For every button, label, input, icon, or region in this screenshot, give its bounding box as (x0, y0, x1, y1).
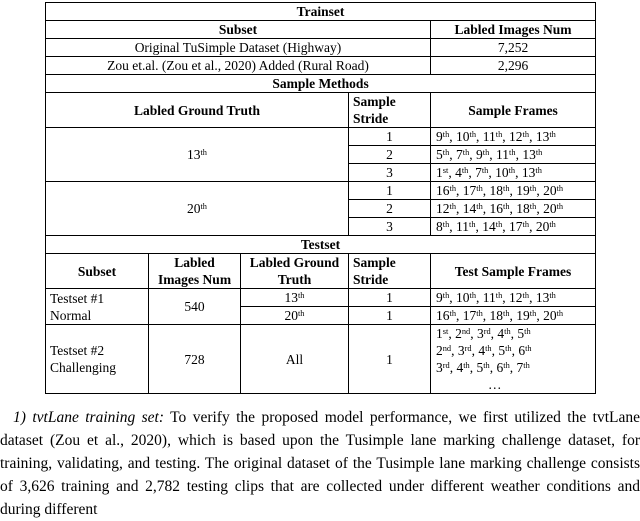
frames-cell (431, 325, 596, 394)
testset-col-stride: Sample Stride (349, 254, 431, 289)
stride-cell: 3 (349, 218, 431, 236)
trainset-subset-cell: Zou et.al. (Zou et al., 2020) Added (Rural Road) (46, 57, 431, 75)
stride-cell: 1 (349, 289, 431, 307)
frames-cell: 8th, 11th, 14th, 17th, 20th (431, 218, 596, 236)
gt-cell: 13th (46, 128, 349, 182)
gt-cell: All (241, 325, 349, 394)
testset-section-title: Testset (46, 236, 596, 254)
body-paragraph (0, 406, 640, 521)
gt-cell: 20th (241, 307, 349, 325)
sample-methods-col-frames: Sample Frames (431, 93, 596, 128)
trainset-row (46, 57, 596, 75)
testset-col-num: Labled Images Num (149, 254, 241, 289)
trainset-row (46, 39, 596, 57)
frames-line: 2nd, 3rd, 4th, 5th, 6th (436, 343, 532, 358)
testset-col-frames: Test Sample Frames (431, 254, 596, 289)
gt-cell: 20th (46, 182, 349, 236)
testset-header-row (46, 254, 596, 289)
trainset-num-cell: 2,296 (431, 57, 596, 75)
paragraph-text: To verify the proposed model performance, we first utilized the tvtLane dataset (Zou et al., 2020), which is based upon the Tusimple lane marking challenge dataset, for training, validating, and testing. The original dataset of the Tusimple lane marking challenge consists of 3,626 training and 2,782 testing clips that are collected under different weather conditions and during different (0, 409, 640, 518)
stride-cell: 1 (349, 128, 431, 146)
trainset-num-cell: 7,252 (431, 39, 596, 57)
frames-ellipsis: … (488, 377, 502, 392)
trainset-section-title: Trainset (46, 3, 596, 21)
sample-methods-col-stride: Sample Stride (349, 93, 431, 128)
stride-cell: 2 (349, 146, 431, 164)
testset-subset-line: Normal (50, 307, 92, 323)
frames-cell: 16th, 17th, 18th, 19th, 20th (431, 182, 596, 200)
frames-cell: 1st, 4th, 7th, 10th, 13th (431, 164, 596, 182)
sample-methods-col-gt: Labled Ground Truth (46, 93, 349, 128)
frames-cell: 5th, 7th, 9th, 11th, 13th (431, 146, 596, 164)
gt-cell: 13th (241, 289, 349, 307)
frames-line: 3rd, 4th, 5th, 6th, 7th (436, 360, 530, 375)
frames-cell: 16th, 17th, 18th, 19th, 20th (431, 307, 596, 325)
trainset-col-num: Labled Images Num (431, 21, 596, 39)
stride-cell: 1 (349, 307, 431, 325)
trainset-title-row (46, 3, 596, 21)
testset-subset-cell (46, 289, 149, 325)
frames-cell: 12th, 14th, 16th, 18th, 20th (431, 200, 596, 218)
sample-methods-title-row (46, 75, 596, 93)
stride-cell: 1 (349, 325, 431, 394)
frames-cell: 9th, 10th, 11th, 12th, 13th (431, 128, 596, 146)
testset-subset-line: Testset #2 (50, 343, 105, 358)
paragraph-lead: 1) tvtLane training set: (13, 409, 164, 426)
trainset-header-row (46, 21, 596, 39)
testset-row (46, 289, 596, 307)
frames-line: 1st, 2nd, 3rd, 4th, 5th (436, 326, 531, 341)
trainset-subset-cell: Original TuSimple Dataset (Highway) (46, 39, 431, 57)
sample-methods-section-title: Sample Methods (46, 75, 596, 93)
sample-methods-row (46, 128, 596, 146)
testset-row (46, 325, 596, 394)
stride-cell: 1 (349, 182, 431, 200)
testset-subset-line: Testset #1 (50, 290, 105, 306)
sample-methods-row (46, 182, 596, 200)
testset-num-cell: 540 (149, 289, 241, 325)
sample-methods-header-row (46, 93, 596, 128)
testset-col-gt: Labled Ground Truth (241, 254, 349, 289)
testset-num-cell: 728 (149, 325, 241, 394)
dataset-sampling-table (45, 2, 596, 394)
stride-cell: 2 (349, 200, 431, 218)
testset-title-row (46, 236, 596, 254)
stride-cell: 3 (349, 164, 431, 182)
frames-cell: 9th, 10th, 11th, 12th, 13th (431, 289, 596, 307)
trainset-col-subset: Subset (46, 21, 431, 39)
testset-subset-line: Challenging (50, 360, 116, 375)
testset-subset-cell (46, 325, 149, 394)
testset-col-subset: Subset (46, 254, 149, 289)
